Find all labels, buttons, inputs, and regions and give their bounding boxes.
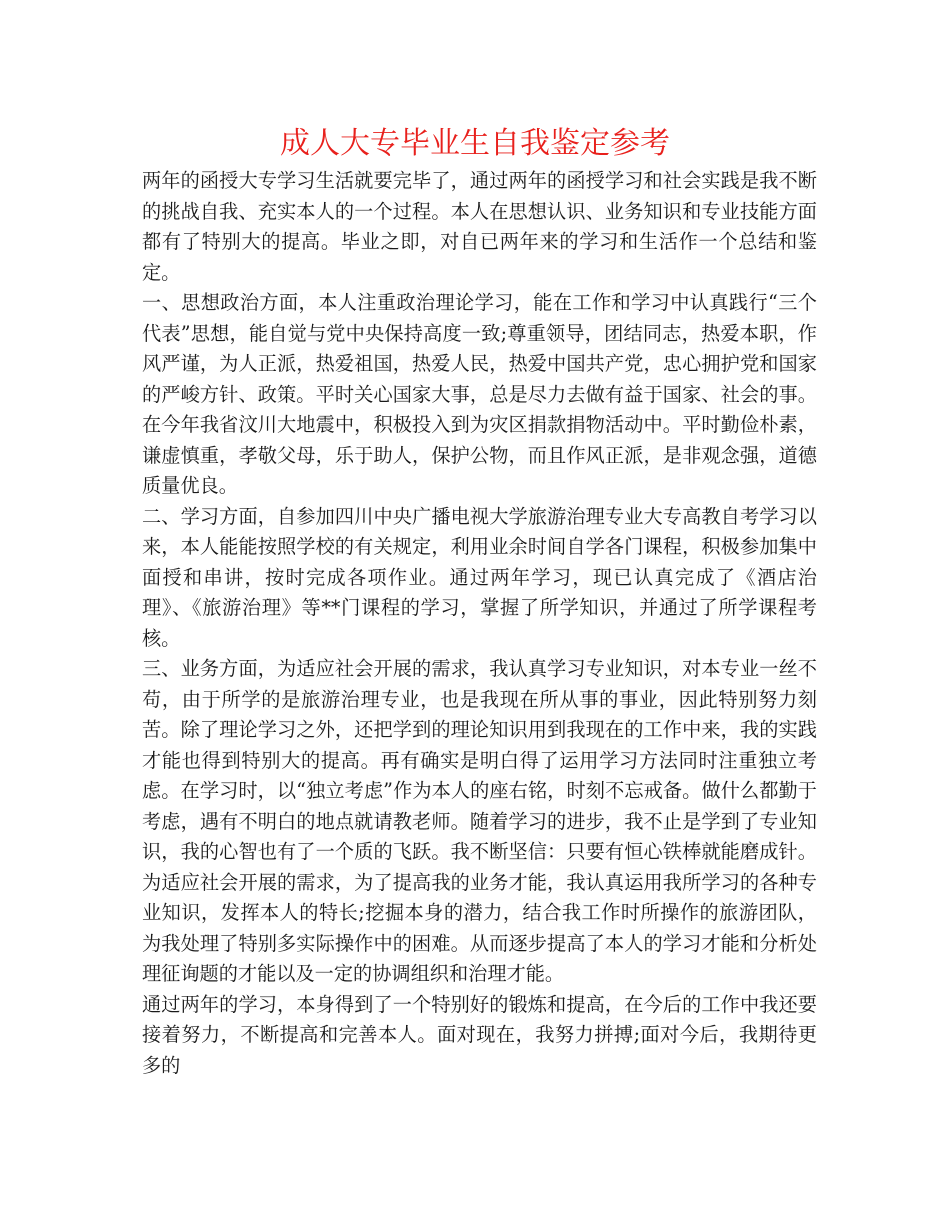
paragraph-political: 一、思想政治方面，本人注重政治理论学习，能在工作和学习中认真践行“三个代表”思想，能自觉与党中央保持高度一致;尊重领导，团结同志，热爱本职，作风严谨，为人正派，热爱祖国，热爱人民，热爱中国共产党，忠心拥护党和国家的严峻方针、政策。平时关心国家大事，总是尽力去做有益于国家、社会的事。在今年我省汶川大地震中，积极投入到为灾区捐款捐物活动中。平时勤俭朴素，谦虚慎重，孝敬父母，乐于助人，保护公物，而且作风正派，是非观念强，道德质量优良。 xyxy=(142,291,817,497)
document-body xyxy=(142,166,817,1081)
document-title: 成人大专毕业生自我鉴定参考 xyxy=(280,126,670,161)
paragraph-conclusion: 通过两年的学习，本身得到了一个特别好的锻炼和提高，在今后的工作中我还要接着努力，不断提高和完善本人。面对现在，我努力拼搏;面对今后，我期待更多的 xyxy=(142,992,817,1077)
paragraph-business: 三、业务方面，为适应社会开展的需求，我认真学习专业知识，对本专业一丝不苟，由于所学的是旅游治理专业，也是我现在所从事的事业，因此特别努力刻苦。除了理论学习之外，还把学到的理论知识用到我现在的工作中来，我的实践才能也得到特别大的提高。再有确实是明白得了运用学习方法同时注重独立考虑。在学习时，以“独立考虑”作为本人的座右铭，时刻不忘戒备。做什么都勤于考虑，遇有不明白的地点就请教老师。随着学习的进步，我不止是学到了专业知识，我的心智也有了一个质的飞跃。我不断坚信：只要有恒心铁棒就能磨成针。为适应社会开展的需求，为了提高我的业务才能，我认真运用我所学习的各种专业知识，发挥本人的特长;挖掘本身的潜力，结合我工作时所操作的旅游团队，为我处理了特别多实际操作中的困难。从而逐步提高了本人的学习才能和分析处理征询题的才能以及一定的协调组织和治理才能。 xyxy=(142,657,817,985)
paragraph-study: 二、学习方面，自参加四川中央广播电视大学旅游治理专业大专高教自考学习以来，本人能能按照学校的有关规定，利用业余时间自学各门课程，积极参加集中面授和串讲，按时完成各项作业。通过两年学习，现已认真完成了《酒店治理》、《旅游治理》等**门课程的学习，掌握了所学知识，并通过了所学课程考核。 xyxy=(142,504,817,650)
paragraph-intro: 两年的函授大专学习生活就要完毕了，通过两年的函授学习和社会实践是我不断的挑战自我、充实本人的一个过程。本人在思想认识、业务知识和专业技能方面都有了特别大的提高。毕业之即，对自已两年来的学习和生活作一个总结和鉴定。 xyxy=(142,169,817,284)
